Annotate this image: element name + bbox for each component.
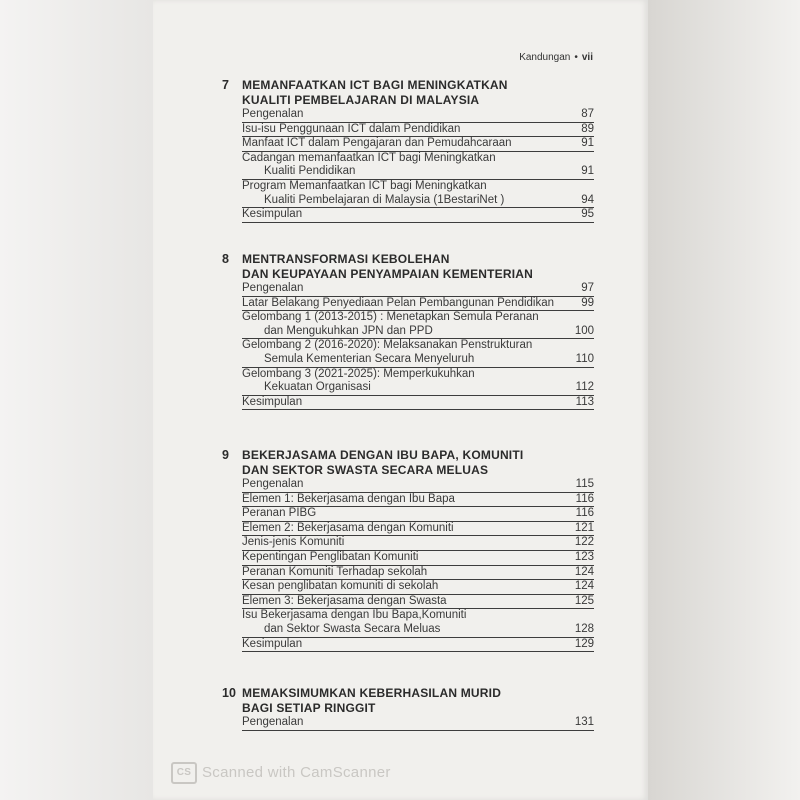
toc-entry bbox=[242, 595, 594, 610]
toc-entry-page: 94 bbox=[581, 193, 594, 206]
toc-entry-text: Pengenalan bbox=[242, 282, 304, 294]
header-page-number: vii bbox=[581, 52, 593, 63]
toc-entry-text: Elemen 1: Bekerjasama dengan Ibu Bapa bbox=[242, 492, 455, 505]
toc-entry-text: Kepentingan Penglibatan Komuniti bbox=[242, 550, 419, 563]
toc-entry-page: 99 bbox=[581, 296, 594, 309]
toc-entry-text: Kesimpulan bbox=[242, 395, 303, 408]
toc-entry-page: 125 bbox=[574, 594, 594, 607]
toc-entry-page: 100 bbox=[574, 324, 594, 337]
toc-entry-text: Pengenalan bbox=[242, 478, 304, 490]
toc-entry-label bbox=[242, 493, 455, 507]
toc-entry-label bbox=[242, 282, 303, 296]
background-left bbox=[0, 0, 153, 800]
toc-entry-text: Isu Bekerjasama dengan Ibu Bapa,Komuniti bbox=[242, 609, 467, 622]
toc-entry-label bbox=[242, 368, 475, 395]
toc-entry-label bbox=[242, 716, 303, 730]
toc-entry-label bbox=[242, 311, 539, 338]
toc-entry-continuation: dan Mengukuhkan JPN dan PPD bbox=[264, 324, 433, 337]
camscanner-watermark bbox=[171, 762, 391, 784]
toc-entry-label bbox=[242, 396, 302, 410]
watermark-text: Scanned with CamScanner bbox=[202, 763, 391, 781]
chapter-title: MENTRANSFORMASI KEBOLEHAN DAN KEUPAYAAN PENYAMPAIAN KEMENTERIAN bbox=[242, 252, 533, 281]
toc-entry-continuation: Kualiti Pendidikan bbox=[264, 165, 356, 178]
toc-entry bbox=[242, 339, 594, 367]
header-section-name: Kandungan bbox=[519, 52, 571, 63]
toc-entry-text: Program Memanfaatkan ICT bagi Meningkatkan bbox=[242, 179, 487, 192]
toc-entry-continuation: Semula Kementerian Secara Menyeluruh bbox=[264, 352, 475, 365]
toc-entry-label bbox=[242, 595, 447, 609]
toc-entry-label bbox=[242, 108, 303, 122]
toc-entry-label bbox=[242, 536, 344, 550]
chapter-entry-list bbox=[242, 282, 594, 410]
toc-entry-page: 123 bbox=[574, 550, 594, 563]
chapter-number: 9 bbox=[222, 448, 229, 462]
toc-entry-continuation: Kualiti Pembelajaran di Malaysia (1BestariNet ) bbox=[264, 193, 505, 206]
toc-entry-text: Elemen 3: Bekerjasama dengan Swasta bbox=[242, 594, 447, 607]
toc-entry bbox=[242, 580, 594, 595]
chapter-title: MEMANFAATKAN ICT BAGI MENINGKATKAN KUALITI PEMBELAJARAN DI MALAYSIA bbox=[242, 78, 508, 107]
toc-entry-label bbox=[242, 123, 460, 137]
toc-entry-label bbox=[242, 638, 302, 652]
chapter-number: 7 bbox=[222, 78, 229, 92]
toc-entry-label bbox=[242, 339, 532, 366]
toc-entry-page: 124 bbox=[574, 565, 594, 578]
toc-entry-page: 87 bbox=[581, 108, 594, 120]
toc-entry-page: 110 bbox=[575, 352, 594, 365]
chapter-title: MEMAKSIMUMKAN KEBERHASILAN MURID BAGI SETIAP RINGGIT bbox=[242, 686, 502, 715]
toc-entry-page: 89 bbox=[581, 122, 594, 135]
toc-entry bbox=[242, 566, 594, 581]
toc-entry-text: Pengenalan bbox=[242, 108, 304, 120]
toc-entry-page: 121 bbox=[574, 521, 594, 534]
toc-entry-continuation: Kekuatan Organisasi bbox=[264, 381, 371, 394]
background-right bbox=[648, 0, 800, 800]
toc-entry-text: Jenis-jenis Komuniti bbox=[242, 536, 345, 549]
toc-entry-page: 116 bbox=[575, 507, 594, 520]
chapter-entry-list bbox=[242, 716, 594, 731]
toc-entry-text: Manfaat ICT dalam Pengajaran dan Pemudahcaraan bbox=[242, 137, 512, 150]
toc-entry bbox=[242, 638, 594, 653]
toc-entry bbox=[242, 396, 594, 411]
toc-entry bbox=[242, 180, 594, 208]
toc-entry bbox=[242, 297, 594, 312]
running-header bbox=[519, 52, 593, 63]
toc-entry-text: Peranan PIBG bbox=[242, 507, 317, 520]
toc-entry bbox=[242, 522, 594, 537]
toc-entry-page: 129 bbox=[574, 637, 594, 650]
toc-entry bbox=[242, 108, 594, 123]
toc-entry-page: 97 bbox=[581, 282, 594, 294]
toc-entry-text: Kesan penglibatan komuniti di sekolah bbox=[242, 580, 439, 593]
book-page bbox=[153, 0, 648, 800]
toc-entry-text: Elemen 2: Bekerjasama dengan Komuniti bbox=[242, 521, 454, 534]
toc-entry-label bbox=[242, 522, 454, 536]
toc-entry-text: Gelombang 3 (2021-2025): Memperkukuhkan bbox=[242, 367, 475, 380]
toc-entry-text: Gelombang 2 (2016-2020): Melaksanakan Penstrukturan bbox=[242, 339, 533, 352]
toc-entry-label bbox=[242, 297, 554, 311]
toc-entry-text: Latar Belakang Penyediaan Pelan Pembangunan Pendidikan bbox=[242, 296, 555, 309]
toc-entry bbox=[242, 368, 594, 396]
toc-entry-text: Peranan Komuniti Terhadap sekolah bbox=[242, 565, 428, 578]
toc-entry bbox=[242, 311, 594, 339]
toc-entry bbox=[242, 208, 594, 223]
toc-entry-label bbox=[242, 137, 512, 151]
toc-entry bbox=[242, 152, 594, 180]
toc-entry-text: Gelombang 1 (2013-2015) : Menetapkan Semula Peranan bbox=[242, 311, 539, 324]
toc-entry bbox=[242, 123, 594, 138]
toc-entry bbox=[242, 716, 594, 731]
toc-entry-text: Cadangan memanfaatkan ICT bagi Meningkatkan bbox=[242, 151, 496, 164]
toc-entry-page: 122 bbox=[574, 536, 594, 549]
toc-entry-page: 91 bbox=[581, 137, 594, 150]
toc-entry-page: 115 bbox=[575, 478, 594, 490]
toc-entry bbox=[242, 137, 594, 152]
toc-entry-page: 91 bbox=[581, 165, 594, 178]
toc-entry-text: Kesimpulan bbox=[242, 208, 303, 221]
toc-entry bbox=[242, 493, 594, 508]
toc-entry bbox=[242, 478, 594, 493]
toc-entry-label bbox=[242, 507, 316, 521]
chapter-number: 10 bbox=[222, 686, 236, 700]
toc-entry-text: Isu-isu Penggunaan ICT dalam Pendidikan bbox=[242, 122, 461, 135]
toc-entry bbox=[242, 507, 594, 522]
toc-entry bbox=[242, 551, 594, 566]
toc-entry-page: 113 bbox=[575, 395, 594, 408]
toc-entry bbox=[242, 609, 594, 637]
toc-entry-label bbox=[242, 152, 496, 179]
toc-entry-page: 131 bbox=[574, 716, 594, 728]
header-separator: • bbox=[574, 52, 578, 63]
chapter-number: 8 bbox=[222, 252, 229, 266]
toc-entry-label bbox=[242, 566, 427, 580]
toc-entry bbox=[242, 536, 594, 551]
toc-entry-page: 112 bbox=[575, 381, 594, 394]
toc-entry-page: 128 bbox=[574, 622, 594, 635]
toc-entry-text: Pengenalan bbox=[242, 716, 304, 728]
toc-entry-page: 95 bbox=[581, 208, 594, 221]
toc-entry-continuation: dan Sektor Swasta Secara Meluas bbox=[264, 622, 441, 635]
toc-entry-text: Kesimpulan bbox=[242, 637, 303, 650]
toc-entry-label bbox=[242, 551, 418, 565]
toc-entry-label bbox=[242, 180, 504, 207]
chapter-title: BEKERJASAMA DENGAN IBU BAPA, KOMUNITI DAN SEKTOR SWASTA SECARA MELUAS bbox=[242, 448, 524, 477]
chapter-entry-list bbox=[242, 108, 594, 223]
toc-entry-label bbox=[242, 478, 303, 492]
toc-entry-label bbox=[242, 580, 438, 594]
camscanner-logo-icon: CS bbox=[171, 762, 197, 784]
toc-entry-label bbox=[242, 208, 302, 222]
toc-entry-page: 116 bbox=[575, 492, 594, 505]
toc-entry bbox=[242, 282, 594, 297]
chapter-entry-list bbox=[242, 478, 594, 652]
toc-entry-label bbox=[242, 609, 466, 636]
toc-entry-page: 124 bbox=[574, 580, 594, 593]
